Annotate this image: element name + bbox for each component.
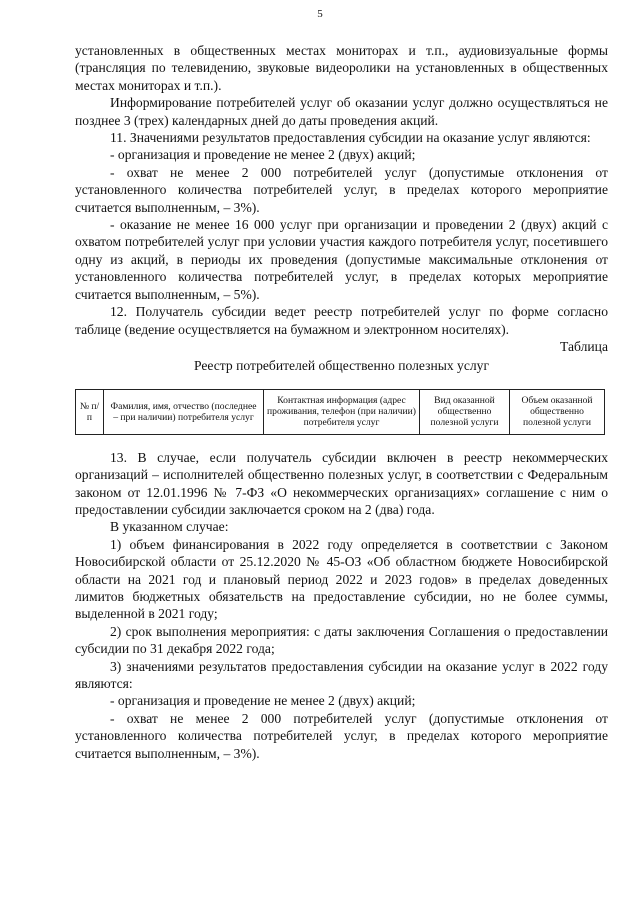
table-label: Таблица [560, 338, 608, 354]
table-header-cell: Контактная информация (адрес проживания, телефон (при наличии) потребителя услуг [264, 389, 420, 434]
paragraph-item-13: 13. В случае, если получатель субсидии включен в реестр некоммерческих организаций – исполнителей общественно полезных услуг, в соответствии с Федеральным законом от 12.01.1996 № 7-ФЗ «О некоммерческих организациях» соглашение с ним о предоставлении субсидии заключается сроком на 2 (два) года. [75, 449, 608, 517]
paragraph-continuation: установленных в общественных местах мониторах и т.п., аудиовизуальные формы (трансляция по телевидению, звуковые видеоролики на установленных в общественных местах мониторах и т.п.). [75, 43, 608, 93]
table-header-cell: Фамилия, имя, отчество (последнее – при наличии) потребителя услуг [104, 389, 264, 434]
document-body [75, 42, 608, 762]
paragraph-item-12: 12. Получатель субсидии ведет реестр потребителей услуг по форме согласно таблице (ведение осуществляется на бумажном и электронном носителях). [75, 304, 608, 337]
paragraph: В указанном случае: [110, 519, 229, 535]
registry-table [75, 389, 605, 435]
paragraph-subitem-1: 1) объем финансирования в 2022 году определяется в соответствии с Законом Новосибирской области от 25.12.2020 № 45-ОЗ «Об областном бюджете Новосибирской области на 2021 год и плановый период 2022 и 2023 годов» в пределах доведенных лимитов бюджетных обязательств на предоставление субсидии, но не более суммы, выделенной в 2021 году; [75, 536, 608, 622]
list-item: - охват не менее 2 000 потребителей услуг (допустимые отклонения от установленного количества потребителей услуг, в пределах которого мероприятие считается выполненным, – 3%). [75, 164, 608, 215]
paragraph-subitem-3: 3) значениями результатов предоставления субсидии на оказание услуг в 2022 году являются: [75, 658, 608, 691]
table-header-cell: Вид оказанной общественно полезной услуги [420, 389, 510, 434]
list-item: - оказание не менее 16 000 услуг при организации и проведении 2 (двух) акций с охватом потребителей услуг при условии участия каждого потребителя услуг, посетившего одну из акций, в периоды их проведения (допустимые максимальные отклонения от установленного количества потребителей услуг, в пределах которых мероприятие считается выполненным, – 5%). [75, 217, 608, 302]
paragraph-informing: Информирование потребителей услуг об оказании услуг должно осуществляться не позднее 3 (трех) календарных дней до даты проведения акций. [75, 95, 608, 128]
page-number: 5 [317, 8, 323, 20]
paragraph-item-11: 11. Значениями результатов предоставления субсидии на оказание услуг являются: [110, 130, 591, 146]
list-item: - организация и проведение не менее 2 (двух) акций; [110, 693, 416, 709]
list-item: - организация и проведение не менее 2 (двух) акций; [110, 147, 416, 163]
paragraph-subitem-2: 2) срок выполнения мероприятия: с даты заключения Соглашения о предоставлении субсидии по 31 декабря 2022 года; [75, 623, 608, 657]
table-header-row [76, 389, 605, 434]
table-header-cell: Объем оказанной общественно полезной услуги [510, 389, 605, 434]
table-header-cell: № п/п [76, 389, 104, 434]
table-title: Реестр потребителей общественно полезных услуг [193, 358, 490, 374]
list-item: - охват не менее 2 000 потребителей услуг (допустимые отклонения от установленного количества потребителей услуг, в пределах которого мероприятие считается выполненным, – 3%). [75, 710, 608, 761]
